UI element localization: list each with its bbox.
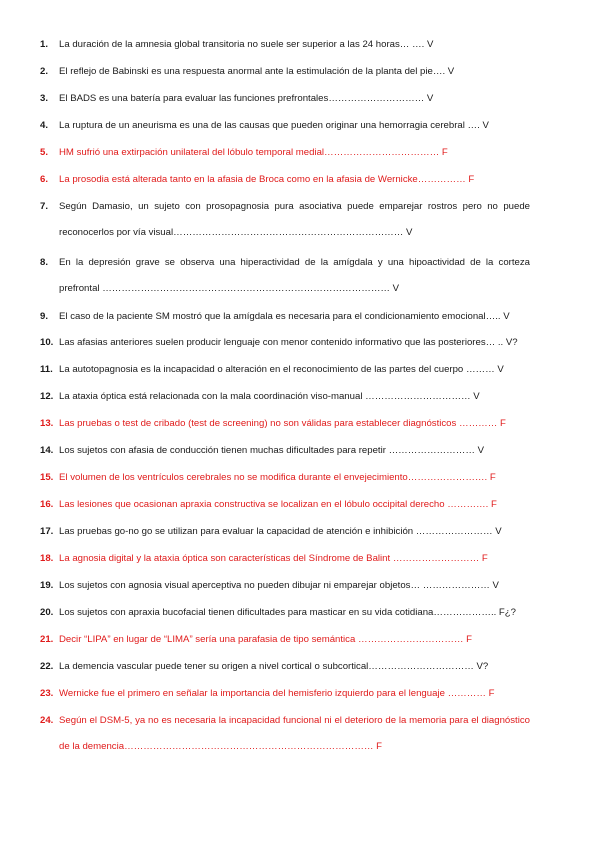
question-item <box>40 304 530 330</box>
question-text: La autotopagnosia es la incapacidad o alteración en el reconocimiento de las partes del cuerpo ……… V <box>59 364 504 375</box>
question-item <box>40 357 530 383</box>
question-number: 11. <box>40 364 53 375</box>
question-number: 3. <box>40 93 49 104</box>
question-number: 24. <box>40 715 54 726</box>
question-number: 6. <box>40 174 49 185</box>
question-number: 23. <box>40 688 54 699</box>
question-text: Los sujetos con agnosia visual aperceptiva no pueden dibujar ni emparejar objetos… ………………… V <box>59 580 499 591</box>
question-item <box>40 384 530 410</box>
question-number: 18. <box>40 553 54 564</box>
question-text: En la depresión grave se observa una hiperactividad de la amígdala y una hipoactividad de la corteza prefrontal ……………………………………………………………………………… V <box>59 257 530 294</box>
question-number: 13. <box>40 418 54 429</box>
question-item <box>40 573 530 599</box>
question-item <box>40 681 530 707</box>
question-item <box>40 438 530 464</box>
question-text: El caso de la paciente SM mostró que la amígdala es necesaria para el condicionamiento emocional….. V <box>59 311 510 322</box>
question-text: La ataxia óptica está relacionada con la mala coordinación viso-manual …………………………… V <box>59 391 480 402</box>
question-item <box>40 708 530 760</box>
question-text: Las pruebas o test de cribado (test de screening) no son válidas para establecer diagnósticos ………… F <box>59 418 506 429</box>
question-item <box>40 167 530 193</box>
question-item <box>40 113 530 139</box>
question-number: 1. <box>40 39 49 50</box>
question-text: Decir “LIPA” en lugar de “LIMA” sería una parafasia de tipo semántica …………………………… F <box>59 634 473 645</box>
question-text: La ruptura de un aneurisma es una de las causas que pueden originar una hemorragia cerebral …. V <box>59 120 489 131</box>
question-number: 4. <box>40 120 49 131</box>
question-text: La agnosia digital y la ataxia óptica son características del Síndrome de Balint ……………………… F <box>59 553 488 564</box>
question-item <box>40 546 530 572</box>
question-number: 5. <box>40 147 49 158</box>
question-number: 2. <box>40 66 49 77</box>
question-text: Las pruebas go-no go se utilizan para evaluar la capacidad de atención e inhibición …………………… V <box>59 526 502 537</box>
question-item <box>40 411 530 437</box>
question-item <box>40 465 530 491</box>
question-text: El reflejo de Babinski es una respuesta anormal ante la estimulación de la planta del pie…. V <box>59 66 455 77</box>
question-item <box>40 654 530 680</box>
question-text: Según el DSM-5, ya no es necesaria la incapacidad funcional ni el deterioro de la memoria para el diagnóstico de la demencia…………………………………………………………………… F <box>59 715 530 752</box>
question-number: 19. <box>40 580 54 591</box>
question-item <box>40 32 530 58</box>
question-item <box>40 59 530 85</box>
question-text: La duración de la amnesia global transitoria no suele ser superior a las 24 horas… …. V <box>59 39 434 50</box>
question-text: HM sufrió una extirpación unilateral del lóbulo temporal medial……………………………… F <box>59 147 448 158</box>
question-text: Las lesiones que ocasionan apraxia constructiva se localizan en el lóbulo occipital derecho …………. F <box>59 499 497 510</box>
question-text: Los sujetos con apraxia bucofacial tienen dificultades para masticar en su vida cotidiana……………….. F¿? <box>59 607 516 618</box>
question-text: Wernicke fue el primero en señalar la importancia del hemisferio izquierdo para el lenguaje ………… F <box>59 688 495 699</box>
question-item <box>40 600 530 626</box>
question-text: La prosodia está alterada tanto en la afasia de Broca como en la afasia de Wernicke…………… F <box>59 174 475 185</box>
question-item <box>40 140 530 166</box>
question-number: 15. <box>40 472 54 483</box>
question-text: La demencia vascular puede tener su origen a nivel cortical o subcortical…………………………… V? <box>59 661 489 672</box>
question-item <box>40 194 530 246</box>
question-text: Los sujetos con afasia de conducción tienen muchas dificultades para repetir ……………………… V <box>59 445 484 456</box>
question-text: El volumen de los ventrículos cerebrales no se modifica durante el envejecimiento……………………. F <box>59 472 496 483</box>
question-number: 8. <box>40 257 49 268</box>
question-number: 20. <box>40 607 54 618</box>
question-text: El BADS es una batería para evaluar las funciones prefrontales………………………… V <box>59 93 434 104</box>
question-number: 9. <box>40 311 49 322</box>
question-item <box>40 86 530 112</box>
question-number: 17. <box>40 526 54 537</box>
question-number: 22. <box>40 661 54 672</box>
question-number: 10. <box>40 337 54 348</box>
question-item <box>40 330 530 356</box>
question-item <box>40 627 530 653</box>
question-text: Las afasias anteriores suelen producir lenguaje con menor contenido informativo que las posteriores… .. V? <box>59 337 518 348</box>
question-number: 14. <box>40 445 54 456</box>
question-number: 16. <box>40 499 54 510</box>
question-number: 21. <box>40 634 54 645</box>
question-number: 7. <box>40 201 49 212</box>
question-item <box>40 492 530 518</box>
question-number: 12. <box>40 391 54 402</box>
question-item <box>40 250 530 302</box>
question-item <box>40 519 530 545</box>
question-text: Según Damasio, un sujeto con prosopagnosia pura asociativa puede emparejar rostros pero no puede reconocerlos por vía visual……………………………………………………………… V <box>59 201 530 238</box>
